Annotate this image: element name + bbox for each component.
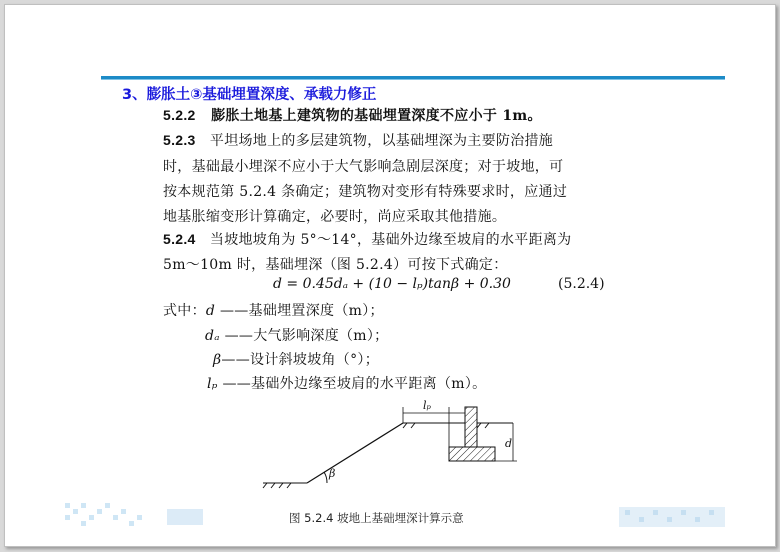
- where-row-d: [163, 300, 384, 320]
- where-symbol: dₐ: [205, 328, 220, 344]
- where-desc: ——设计斜坡坡角（°）；: [221, 352, 380, 368]
- decorative-grid-left: [65, 503, 143, 527]
- clause-number: 5.2.3: [163, 132, 196, 148]
- decorative-strip: [167, 509, 203, 525]
- title-accent-bar-thin: [101, 79, 725, 80]
- slope-foundation-figure: [255, 393, 535, 501]
- clause-text: 膨胀土地基上建筑物的基础埋置深度不应小于 1m。: [211, 108, 542, 124]
- slide-heading: 3、膨胀土③基础埋置深度、承载力修正: [122, 87, 377, 103]
- clause-5-2-4-line1: [163, 229, 571, 249]
- clause-5-2-3-line2: 时，基础最小埋深不应小于大气影响急剧层深度；对于坡地，可: [163, 159, 564, 175]
- formula-expression: d = 0.45dₐ + (10 − lₚ)tanβ + 0.30: [273, 276, 511, 292]
- foundation-wall: [465, 407, 477, 447]
- formula-number: (5.2.4): [558, 276, 605, 292]
- where-row-da: [205, 325, 388, 345]
- where-row-lp: [207, 373, 486, 393]
- where-desc: ——基础埋置深度（m）；: [219, 303, 384, 319]
- clause-5-2-3-line4: 地基胀缩变形计算确定，必要时，尚应采取其他措施。: [163, 209, 507, 225]
- where-symbol: β: [213, 352, 222, 368]
- clause-number: 5.2.2: [163, 107, 196, 123]
- decorative-grid-right: [619, 507, 725, 527]
- beta-label: β: [329, 467, 336, 480]
- foundation-footing: [449, 447, 495, 461]
- where-row-beta: [213, 349, 379, 369]
- beta-arc: [324, 472, 327, 483]
- slide-canvas: [4, 4, 776, 547]
- slope-line: [307, 423, 403, 483]
- ground-hatch-left: [263, 483, 291, 488]
- lp-label: lₚ: [423, 399, 431, 412]
- clause-text: 平坦场地上的多层建筑物，以基础埋深为主要防治措施: [209, 133, 554, 149]
- figure-caption: 图 5.2.4 坡地上基础埋深计算示意: [289, 511, 464, 525]
- clause-text: 当坡地坡角为 5°～14°，基础外边缘至坡肩的水平距离为: [209, 232, 572, 248]
- clause-5-2-4-line2: 5m～10m 时，基础埋深（图 5.2.4）可按下式确定：: [163, 257, 508, 273]
- clause-number: 5.2.4: [163, 231, 196, 247]
- clause-5-2-2: [163, 105, 542, 125]
- where-desc: ——大气影响深度（m）；: [224, 328, 389, 344]
- d-label: d: [505, 437, 513, 450]
- where-symbol: lₚ: [207, 376, 218, 392]
- clause-5-2-3-line3: 按本规范第 5.2.4 条确定；建筑物对变形有特殊要求时，应通过: [163, 184, 568, 200]
- clause-5-2-3-line1: [163, 130, 553, 150]
- where-symbol: d: [205, 303, 216, 319]
- where-desc: ——基础外边缘至坡肩的水平距离（m）。: [222, 376, 487, 392]
- where-intro: 式中：: [163, 303, 206, 319]
